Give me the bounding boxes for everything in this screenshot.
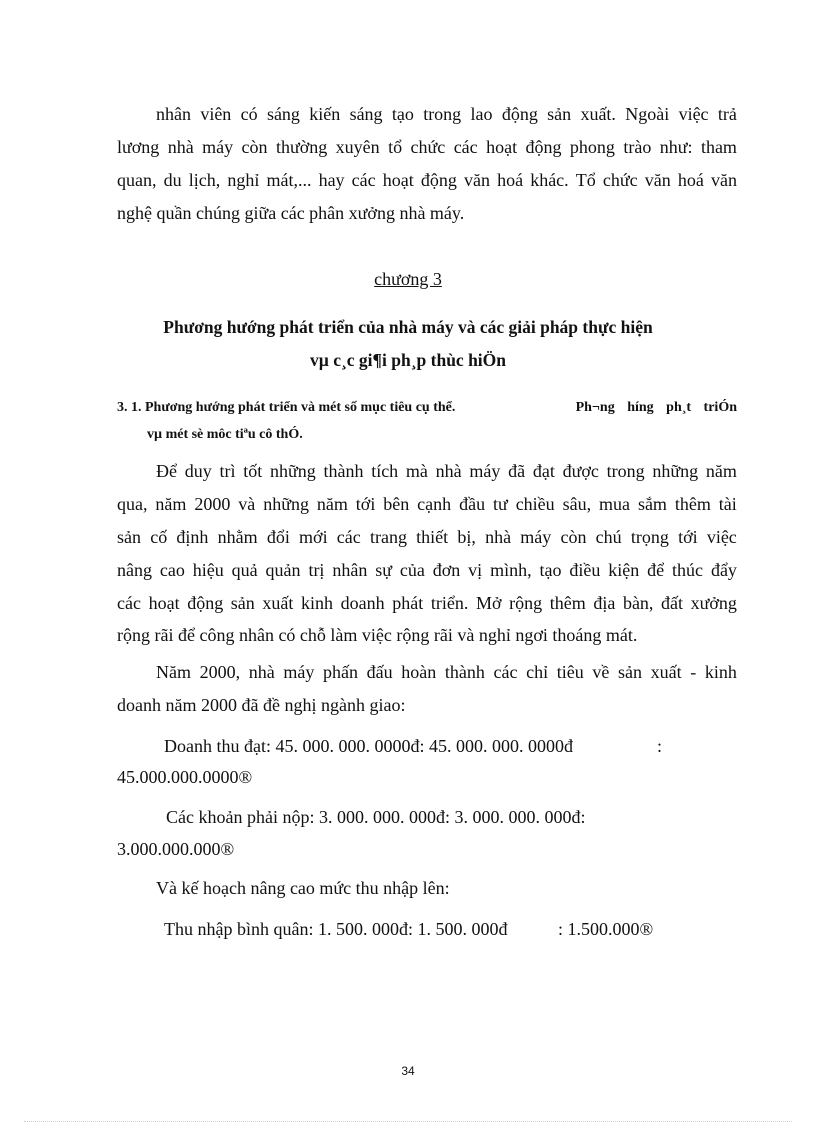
word: hoá <box>497 170 524 190</box>
paragraph-1-line-4: nghệ quần chúng giữa các phân xưởng nhà máy. <box>117 203 465 223</box>
word: những <box>269 461 316 481</box>
word: Năm <box>156 662 191 682</box>
word: bên <box>383 494 410 514</box>
revenue-target: Doanh thu đạt: 45. 000. 000. 0000đ: 45. 000. 000. 0000đ <box>164 736 573 756</box>
word: tài <box>718 494 737 514</box>
word: nhân <box>156 104 191 124</box>
word: nhà <box>248 662 275 682</box>
word: động <box>525 137 562 157</box>
word: xuất. <box>580 104 616 124</box>
word: tới <box>678 527 698 547</box>
word: qua, <box>117 494 148 514</box>
page-bottom-rule <box>24 1121 792 1122</box>
word: cạnh <box>417 494 452 514</box>
word: đấu <box>366 662 393 682</box>
word: thành <box>444 662 485 682</box>
word: đạt <box>532 461 555 481</box>
word: trả <box>717 104 737 124</box>
word: mát,... <box>266 170 312 190</box>
word: về <box>592 662 610 682</box>
word: sự <box>375 560 392 580</box>
word: mua <box>599 494 631 514</box>
word: xuất <box>262 593 294 613</box>
word: phong <box>569 137 615 157</box>
word: tư <box>493 494 508 514</box>
word: chỉ <box>526 662 549 682</box>
word: lịch, <box>188 170 221 190</box>
word: hoá <box>677 170 704 190</box>
word: thêm <box>549 593 586 613</box>
word: sắm <box>637 494 667 514</box>
word: văn <box>463 170 490 190</box>
word: những <box>652 461 699 481</box>
word: đơn <box>432 560 461 580</box>
word: các <box>493 662 518 682</box>
payable-target: Các khoản phải nộp: 3. 000. 000. 000đ: 3. 000. 000. 000đ: <box>166 807 586 827</box>
word: phát <box>392 593 424 613</box>
payable-value: 3.000.000.000® <box>117 839 235 859</box>
word: kiến <box>309 104 341 124</box>
word: việc <box>706 527 737 547</box>
chapter-title-garbled: vµ c¸c gi¶i ph¸p thùc hiÖn <box>309 350 507 370</box>
word: Ngoài <box>625 104 670 124</box>
word: sản <box>230 593 255 613</box>
word: thường <box>275 137 328 157</box>
word: sáng <box>349 104 383 124</box>
paragraph-3-line-2: doanh năm 2000 đã đề nghị ngành giao: <box>117 695 406 715</box>
word: sâu, <box>562 494 592 514</box>
income-value: : 1.500.000® <box>558 919 654 939</box>
word: kinh <box>704 662 737 682</box>
word: sản <box>617 662 642 682</box>
word: bị, <box>457 527 476 547</box>
word: động <box>420 170 457 190</box>
word: chức <box>602 170 638 190</box>
word: Để <box>156 461 177 481</box>
word: trọng <box>630 527 669 547</box>
word: tạo <box>539 560 562 580</box>
word: nhân <box>332 560 368 580</box>
word: đất <box>661 593 684 613</box>
word: duy <box>184 461 212 481</box>
chapter-label: chương 3 <box>374 269 442 289</box>
word: và <box>238 494 256 514</box>
word: xuyên <box>335 137 380 157</box>
word: bàn, <box>622 593 654 613</box>
word: du <box>163 170 182 190</box>
word: sản <box>117 527 141 547</box>
paragraph-3-line-1 <box>156 661 737 683</box>
word: - <box>690 662 697 682</box>
word: điều <box>569 560 601 580</box>
word: thiết <box>416 527 449 547</box>
paragraph-1-line-1 <box>156 103 737 125</box>
word: được <box>562 461 599 481</box>
section-heading: 3. 1. Phương hướng phát triển và mét số mục tiêu cụ thể. <box>117 400 456 415</box>
word: sáng <box>266 104 300 124</box>
word: doanh <box>340 593 385 613</box>
word: 2000, <box>199 662 241 682</box>
word: năm <box>705 461 737 481</box>
word: trào <box>623 137 652 157</box>
paragraph-2-line-4 <box>117 559 737 581</box>
word: hoạt <box>486 137 518 157</box>
word: mà <box>405 461 428 481</box>
word: vị <box>468 560 483 580</box>
word: tạo <box>391 104 414 124</box>
word: thêm <box>674 494 711 514</box>
word: hay <box>318 170 345 190</box>
paragraph-2-line-6: rộng rãi để công nhân có chỗ làm việc rộng rãi và nghỉ ngơi thoáng mát. <box>117 625 638 645</box>
word: kiện <box>608 560 640 580</box>
word: cao <box>159 560 185 580</box>
word: nhằm <box>217 527 258 547</box>
word: các <box>453 137 478 157</box>
word: sản <box>547 104 572 124</box>
word: máy <box>469 461 501 481</box>
word: nâng <box>117 560 152 580</box>
section-heading-garbled: Ph¬ng híng ph¸t triÓn <box>575 400 737 415</box>
word: đổi <box>266 527 290 547</box>
word: hiệu <box>192 560 224 580</box>
word: xưởng <box>690 593 737 613</box>
word: đẩy <box>710 560 737 580</box>
word: kinh <box>301 593 334 613</box>
word: cố <box>150 527 168 547</box>
word: đầu <box>459 494 486 514</box>
word: đã <box>508 461 526 481</box>
word: trị <box>308 560 325 580</box>
paragraph-2-line-5 <box>117 592 737 614</box>
word: các <box>336 527 361 547</box>
word: lao <box>470 104 493 124</box>
word: chức <box>410 137 446 157</box>
word: phấn <box>323 662 358 682</box>
word: chú <box>595 527 622 547</box>
word: địa <box>593 593 616 613</box>
word: nhà <box>167 137 194 157</box>
word: nhà <box>485 527 512 547</box>
word: các <box>351 170 376 190</box>
income-target: Thu nhập bình quân: 1. 500. 000đ: 1. 500. 000đ <box>164 919 508 939</box>
word: năm <box>155 494 187 514</box>
word: các <box>117 593 141 613</box>
chapter-title: Phương hướng phát triển của nhà máy và các giải pháp thực hiện <box>163 317 653 337</box>
word: trì <box>219 461 236 481</box>
word: Tổ <box>575 170 596 190</box>
word: của <box>399 560 425 580</box>
word: có <box>240 104 258 124</box>
word: năm <box>316 494 348 514</box>
word: máy <box>202 137 234 157</box>
word: quả <box>231 560 258 580</box>
word: văn <box>644 170 671 190</box>
paragraph-2-line-1 <box>156 460 737 482</box>
word: triển. <box>430 593 469 613</box>
word: còn <box>560 527 587 547</box>
word: lương <box>117 137 160 157</box>
word: nghỉ <box>227 170 260 190</box>
word: còn <box>241 137 268 157</box>
word: động <box>501 104 538 124</box>
word: máy <box>283 662 315 682</box>
word: chiều <box>515 494 555 514</box>
word: mình, <box>490 560 532 580</box>
word: trang <box>369 527 407 547</box>
word: tiêu <box>556 662 584 682</box>
word: hoạt <box>382 170 414 190</box>
revenue-colon: : <box>657 736 663 756</box>
paragraph-2-line-2 <box>117 493 737 515</box>
word: 2000 <box>194 494 231 514</box>
word: rộng <box>509 593 543 613</box>
word: động <box>187 593 224 613</box>
section-heading-line-2: vµ mét sè môc tiªu cô thÓ. <box>147 427 303 442</box>
word: để <box>647 560 665 580</box>
income-intro: Và kế hoạch nâng cao mức thu nhập lên: <box>156 878 450 898</box>
word: tốt <box>243 461 263 481</box>
word: máy <box>520 527 552 547</box>
word: những <box>263 494 309 514</box>
word: tích <box>371 461 399 481</box>
paragraph-1-line-3 <box>117 169 737 191</box>
page-number: 34 <box>401 1064 415 1078</box>
word: quản <box>265 560 301 580</box>
word: như: <box>659 137 693 157</box>
word: thúc <box>672 560 704 580</box>
word: định <box>176 527 209 547</box>
paragraph-2-line-3 <box>117 526 737 548</box>
word: tới <box>355 494 376 514</box>
word: tham <box>700 137 737 157</box>
word: trong <box>606 461 645 481</box>
word: Mở <box>475 593 502 613</box>
word: hoạt <box>148 593 180 613</box>
word: nhà <box>435 461 462 481</box>
word: khác. <box>530 170 569 190</box>
word: xuất <box>650 662 682 682</box>
word: mới <box>299 527 328 547</box>
word: việc <box>678 104 709 124</box>
word: quan, <box>117 170 157 190</box>
word: văn <box>710 170 737 190</box>
word: trong <box>423 104 462 124</box>
word: hoàn <box>401 662 437 682</box>
revenue-value: 45.000.000.0000® <box>117 767 253 787</box>
word: tổ <box>388 137 403 157</box>
word: viên <box>200 104 232 124</box>
word: thành <box>323 461 364 481</box>
paragraph-1-line-2 <box>117 136 737 158</box>
